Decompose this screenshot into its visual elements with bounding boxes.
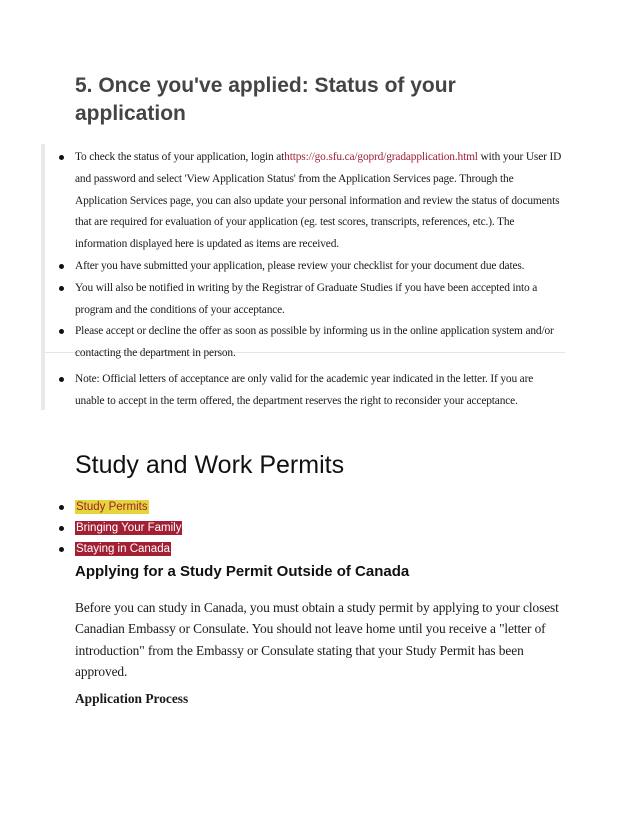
study-permits-link[interactable]: Study Permits	[76, 501, 148, 513]
gradapplication-link[interactable]: https://go.sfu.ca/goprd/gradapplication.html	[284, 151, 478, 163]
section-heading-permits: Study and Work Permits	[75, 451, 345, 479]
list-item: After you have submitted your application, please review your checklist for your document due dates.	[75, 256, 565, 278]
blockquote-rule	[41, 144, 45, 410]
intro-paragraph: Before you can study in Canada, you must obtain a study permit by applying to your closest Canadian Embassy or Consulate. You should not leave home until you receive a "letter of introduction" from the Embassy or Consulate stating that your Study Permit has been approved.	[75, 600, 559, 679]
list-item-note: Note: Official letters of acceptance are only valid for the academic year indicated in the letter. If you are unable to accept in the term offered, the department reserves the right to reconsider your acceptance.	[75, 369, 565, 413]
list-item	[75, 147, 565, 256]
list-item-text: To check the status of your application, login at	[75, 151, 285, 163]
subheading-application-process: Application Process	[75, 691, 189, 706]
status-list	[75, 147, 565, 413]
list-item	[75, 539, 182, 559]
section-heading-status: 5. Once you've applied: Status of your application	[75, 74, 456, 125]
subheading-apply-permit: Applying for a Study Permit Outside of Canada	[75, 563, 410, 580]
list-item	[75, 497, 182, 517]
permit-links-list	[75, 497, 182, 560]
staying-in-canada-link[interactable]: Staying in Canada	[76, 543, 170, 555]
bringing-your-family-link[interactable]: Bringing Your Family	[76, 522, 182, 534]
list-item: You will also be notified in writing by the Registrar of Graduate Studies if you have been accepted into a program and the conditions of your acceptance.	[75, 278, 565, 322]
list-item-text: with your User ID and password and select 'View Application Status' from the Application Services page. Through the Application Services page, you can also update your personal information and review the status of documents that are required for evaluation of your application (eg. test scores, transcripts, references, etc.). The information displayed here is updated as items are received.	[75, 151, 562, 251]
list-item: Please accept or decline the offer as soon as possible by informing us in the online application system and/or contacting the department in person.	[75, 321, 565, 365]
list-item	[75, 518, 182, 538]
